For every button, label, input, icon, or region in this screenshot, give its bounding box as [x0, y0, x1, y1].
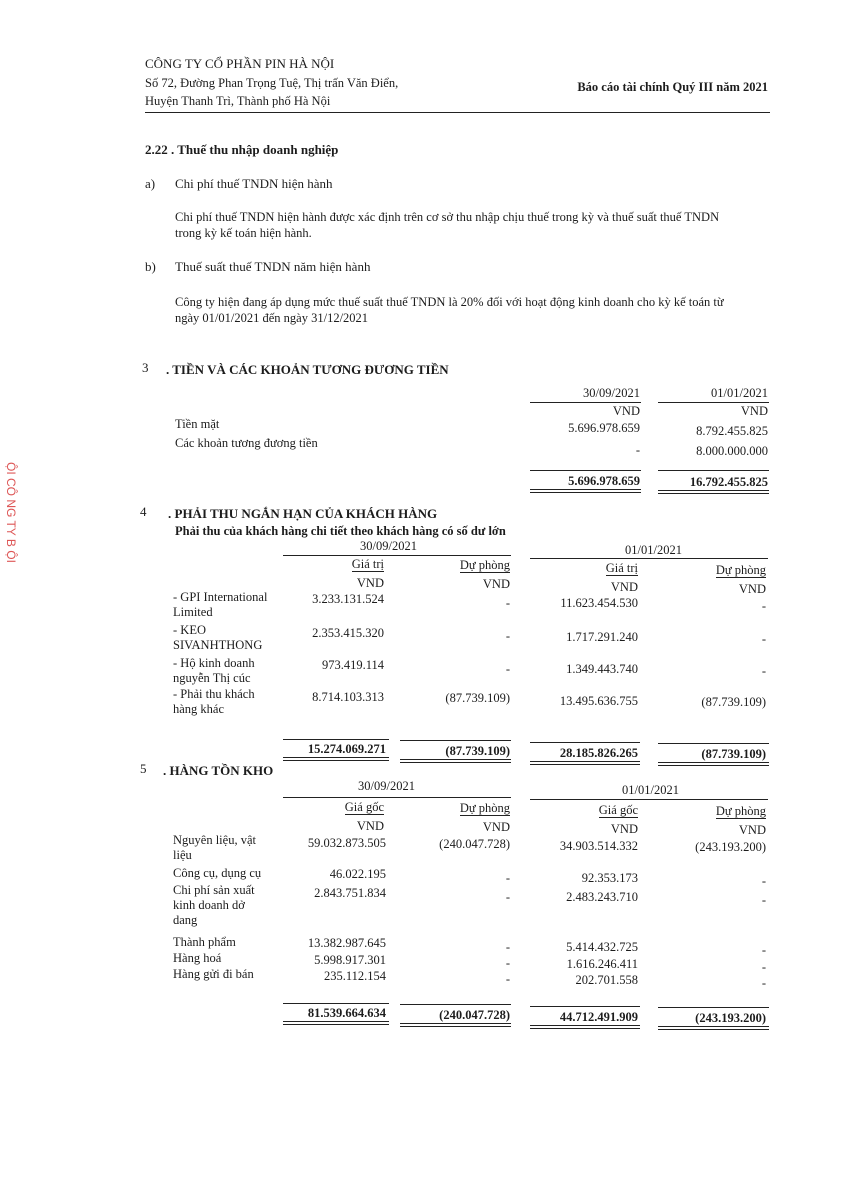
inventory-row-label: Nguyên liệu, vật liệu	[173, 833, 256, 862]
inventory-total-provision-1: (240.047.728)	[439, 1008, 510, 1022]
cash-col2-rule	[658, 402, 769, 403]
inventory-row-cost: 34.903.514.332	[559, 839, 638, 853]
sub-a-marker: a)	[145, 176, 156, 191]
inventory-row-label: Hàng hoá	[173, 951, 222, 965]
cash-row-label: Các khoản tương đương tiền	[175, 436, 318, 450]
inventory-total-rule	[530, 1006, 640, 1007]
receivable-row-provision: (87.739.109)	[701, 695, 766, 709]
receivable-row-provision: -	[761, 599, 766, 613]
inventory-row-cost: 202.701.558	[575, 973, 638, 987]
inventory-row-cost: 5.414.432.725	[566, 940, 638, 954]
receivables-col-provision-1	[400, 558, 510, 573]
inventory-row-cost: 46.022.195	[329, 867, 386, 881]
receivables-date1: 30/09/2021	[360, 539, 417, 553]
inventory-total-double-rule	[658, 1026, 769, 1030]
inventory-date1-rule	[283, 797, 511, 798]
cash-col1-date: 30/09/2021	[583, 386, 640, 400]
inventory-currency: VND	[482, 820, 510, 834]
receivables-total-rule	[400, 740, 511, 741]
inventory-row-cost: 1.616.246.411	[566, 957, 638, 971]
section-5-number: 5	[140, 761, 147, 776]
inventory-row-provision: -	[761, 893, 766, 907]
cash-total-col1: 5.696.978.659	[568, 474, 640, 488]
receivable-row-provision: -	[505, 629, 510, 643]
receivables-date1-rule	[283, 555, 511, 556]
receivables-date2: 01/01/2021	[625, 543, 682, 557]
inventory-total-cost-2: 44.712.491.909	[559, 1010, 638, 1024]
receivables-total-rule	[283, 739, 389, 740]
receivable-row-value: 2.353.415.320	[312, 626, 384, 640]
inventory-col-cost-2	[540, 803, 638, 818]
section-3-number: 3	[142, 360, 149, 375]
inventory-row-provision: -	[505, 871, 510, 885]
cash-col1-rule	[530, 402, 641, 403]
inventory-col-provision-2	[658, 804, 766, 819]
inventory-col-cost-1	[290, 800, 384, 815]
receivable-row-provision: (87.739.109)	[445, 691, 510, 705]
inventory-row-provision: (243.193.200)	[695, 840, 766, 854]
cash-col2-currency: VND	[740, 404, 768, 418]
receivable-row-value: 1.349.443.740	[566, 662, 638, 676]
sub-a-title: Chi phí thuế TNDN hiện hành	[175, 176, 333, 191]
company-address-line1: Số 72, Đường Phan Trọng Tuệ, Thị trấn Văn Điển,	[145, 76, 399, 90]
inventory-row-cost: 59.032.873.505	[307, 836, 386, 850]
receivable-row-label: - KEO SIVANHTHONG	[173, 623, 263, 652]
cash-total-double-rule	[530, 489, 641, 493]
cash-row-value: 8.000.000.000	[696, 444, 768, 458]
col-header-text: Dự phòng	[459, 801, 510, 815]
inventory-row-label: Thành phẩm	[173, 935, 236, 949]
inventory-row-cost: 13.382.987.645	[307, 936, 386, 950]
section-3-title: . TIỀN VÀ CÁC KHOẢN TƯƠNG ĐƯƠNG TIỀN	[166, 362, 449, 377]
cash-row-value: -	[635, 443, 640, 457]
inventory-row-provision: -	[505, 890, 510, 904]
receivables-total-rule	[658, 743, 769, 744]
inventory-row-provision: -	[761, 976, 766, 990]
receivable-row-provision: -	[761, 632, 766, 646]
sub-a-text-line2: trong kỳ kế toán hiện hành.	[175, 226, 312, 240]
receivable-row-value: 13.495.636.755	[559, 694, 638, 708]
inventory-currency: VND	[738, 823, 766, 837]
cash-row-value: 5.696.978.659	[568, 421, 640, 435]
inventory-row-provision: -	[761, 943, 766, 957]
col-header-text: Giá gốc	[344, 800, 384, 814]
section-4-subtitle: Phải thu của khách hàng chi tiết theo khách hàng có số dư lớn	[175, 524, 506, 538]
inventory-row-provision: -	[505, 940, 510, 954]
receivable-row-value: 3.233.131.524	[312, 592, 384, 606]
receivables-total-value-1: 15.274.069.271	[307, 742, 386, 756]
inventory-total-double-rule	[283, 1021, 389, 1025]
receivables-col-value-1	[290, 557, 384, 572]
inventory-currency: VND	[356, 819, 384, 833]
section-4-title: . PHẢI THU NGẮN HẠN CỦA KHÁCH HÀNG	[168, 506, 438, 521]
sub-b-text-line2: ngày 01/01/2021 đến ngày 31/12/2021	[175, 311, 369, 325]
receivables-total-double-rule	[530, 761, 640, 765]
receivables-total-double-rule	[658, 762, 769, 766]
receivable-row-label: - GPI International Limited	[173, 590, 268, 619]
receivables-currency: VND	[610, 580, 638, 594]
receivable-row-value: 11.623.454.530	[560, 596, 638, 610]
section-2-22-title: 2.22 . Thuế thu nhập doanh nghiệp	[145, 142, 339, 157]
col-header-text: Dự phòng	[715, 563, 766, 577]
inventory-row-provision: -	[505, 956, 510, 970]
receivables-date2-rule	[530, 558, 768, 559]
inventory-row-provision: (240.047.728)	[439, 837, 510, 851]
report-title: Báo cáo tài chính Quý III năm 2021	[577, 80, 768, 94]
inventory-col-provision-1	[400, 801, 510, 816]
inventory-row-provision: -	[761, 960, 766, 974]
margin-stamp: ỘI CÔ NG TY B ỘI	[4, 462, 18, 563]
inventory-row-cost: 2.483.243.710	[566, 890, 638, 904]
receivable-row-provision: -	[505, 596, 510, 610]
receivables-currency: VND	[482, 577, 510, 591]
inventory-row-cost: 235.112.154	[323, 969, 386, 983]
section-4-number: 4	[140, 504, 147, 519]
receivable-row-value: 1.717.291.240	[566, 630, 638, 644]
cash-total-double-rule	[658, 490, 769, 494]
receivables-total-provision-2: (87.739.109)	[701, 747, 766, 761]
sub-a-text-line1: Chi phí thuế TNDN hiện hành được xác định trên cơ sở thu nhập chịu thuế trong kỳ và thuế suất thuế TNDN	[175, 210, 720, 224]
inventory-row-label: Công cụ, dụng cụ	[173, 866, 262, 880]
cash-total-col2: 16.792.455.825	[689, 475, 768, 489]
receivable-row-label: - Hộ kinh doanh nguyễn Thị cúc	[173, 656, 255, 685]
inventory-total-cost-1: 81.539.664.634	[307, 1006, 386, 1020]
receivables-total-provision-1: (87.739.109)	[445, 744, 510, 758]
cash-col1-currency: VND	[612, 404, 640, 418]
section-5-title: . HÀNG TỒN KHO	[163, 763, 274, 778]
cash-row-value: 8.792.455.825	[696, 424, 768, 438]
col-header-text: Giá trị	[351, 557, 384, 571]
receivables-currency: VND	[356, 576, 384, 590]
inventory-currency: VND	[610, 822, 638, 836]
inventory-total-double-rule	[530, 1025, 640, 1029]
inventory-row-cost: 2.843.751.834	[314, 886, 386, 900]
receivable-row-provision: -	[505, 662, 510, 676]
inventory-date2: 01/01/2021	[622, 783, 679, 797]
cash-total-top-rule	[530, 470, 641, 471]
receivable-row-value: 8.714.103.313	[312, 690, 384, 704]
inventory-total-double-rule	[400, 1023, 511, 1027]
inventory-date2-rule	[530, 799, 768, 800]
sub-b-text-line1: Công ty hiện đang áp dụng mức thuế suất thuế TNDN là 20% đối với hoạt động kinh doanh cho kỳ kế toán từ	[175, 295, 724, 309]
col-header-text: Giá trị	[605, 561, 638, 575]
inventory-total-rule	[400, 1004, 511, 1005]
receivables-total-double-rule	[400, 759, 511, 763]
inventory-row-provision: -	[505, 972, 510, 986]
inventory-row-cost: 5.998.917.301	[314, 953, 386, 967]
cash-row-label: Tiền mặt	[175, 417, 220, 431]
company-address-line2: Huyện Thanh Trì, Thành phố Hà Nội	[145, 94, 331, 108]
sub-b-title: Thuế suất thuế TNDN năm hiện hành	[175, 259, 371, 274]
sub-b-marker: b)	[145, 259, 156, 274]
inventory-row-cost: 92.353.173	[581, 871, 638, 885]
col-header-text: Giá gốc	[598, 803, 638, 817]
receivables-total-rule	[530, 742, 640, 743]
inventory-row-label: Hàng gửi đi bán	[173, 967, 254, 981]
cash-total-top-rule	[658, 470, 769, 471]
inventory-row-provision: -	[761, 874, 766, 888]
receivables-total-double-rule	[283, 757, 389, 761]
company-name: CÔNG TY CỔ PHẦN PIN HÀ NỘI	[145, 56, 335, 71]
inventory-total-rule	[283, 1003, 389, 1004]
col-header-text: Dự phòng	[715, 804, 766, 818]
cash-col2-date: 01/01/2021	[711, 386, 768, 400]
inventory-date1: 30/09/2021	[358, 779, 415, 793]
inventory-total-rule	[658, 1007, 769, 1008]
inventory-total-provision-2: (243.193.200)	[695, 1011, 766, 1025]
receivable-row-value: 973.419.114	[321, 658, 384, 672]
receivable-row-label: - Phải thu khách hàng khác	[173, 687, 255, 716]
receivables-total-value-2: 28.185.826.265	[559, 746, 638, 760]
receivables-col-value-2	[540, 561, 638, 576]
inventory-row-label: Chi phí sản xuất kinh doanh dở dang	[173, 883, 255, 927]
receivables-col-provision-2	[658, 563, 766, 578]
header-divider	[145, 112, 770, 113]
receivable-row-provision: -	[761, 664, 766, 678]
col-header-text: Dự phòng	[459, 558, 510, 572]
receivables-currency: VND	[738, 582, 766, 596]
